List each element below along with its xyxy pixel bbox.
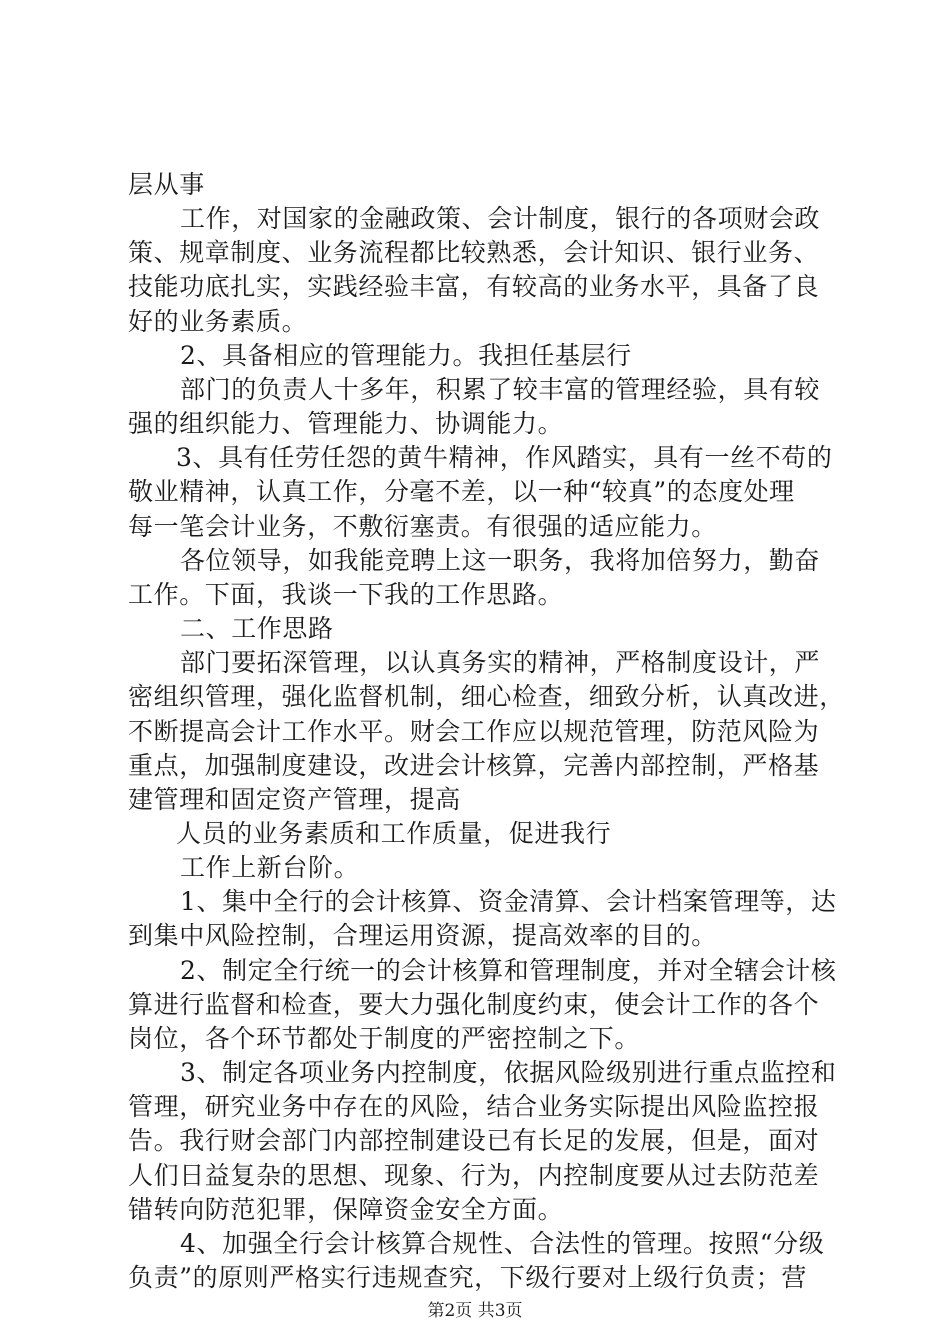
text-line: 告。我行财会部门内部控制建设已有长足的发展，但是，面对	[128, 1126, 820, 1155]
text-line: 人们日益复杂的思想、现象、行为，内控制度要从过去防范差	[128, 1161, 820, 1190]
text-line: 敬业精神，认真工作，分毫不差，以一种“较真”的态度处理	[128, 477, 795, 506]
text-line: 部门的负责人十多年，积累了较丰富的管理经验，具有较	[180, 375, 821, 404]
text-line: 部门要拓深管理，以认真务实的精神，严格制度设计，严	[180, 648, 821, 677]
text-line: 每一笔会计业务，不敷衍塞责。有很强的适应能力。	[128, 512, 717, 541]
text-line: 4、加强全行会计核算合规性、合法性的管理。按照“分级	[180, 1229, 825, 1258]
text-line: 工作上新台阶。	[180, 853, 360, 882]
text-line: 管理，研究业务中存在的风险，结合业务实际提出风险监控报	[128, 1092, 820, 1121]
text-line: 3、具有任劳任怨的黄牛精神，作风踏实，具有一丝不苟的	[176, 443, 833, 472]
text-line: 2、制定全行统一的会计核算和管理制度，并对全辖会计核	[180, 956, 837, 985]
text-line: 各位领导，如我能竞聘上这一职务，我将加倍努力，勤奋	[180, 546, 821, 575]
section-heading: 二、工作思路	[180, 614, 334, 643]
text-line: 1、集中全行的会计核算、资金清算、会计档案管理等，达	[180, 887, 837, 916]
text-line: 强的组织能力、管理能力、协调能力。	[128, 409, 564, 438]
text-line: 到集中风险控制，合理运用资源，提高效率的目的。	[128, 921, 717, 950]
text-line: 好的业务素质。	[128, 307, 308, 336]
text-line: 2、具备相应的管理能力。我担任基层行	[180, 341, 632, 370]
page-number-footer: 第2页 共3页	[427, 1301, 523, 1321]
text-line: 工作。下面，我谈一下我的工作思路。	[128, 580, 564, 609]
text-line: 3、制定各项业务内控制度，依据风险级别进行重点监控和	[180, 1058, 837, 1087]
text-line: 层从事	[128, 170, 205, 199]
text-line: 不断提高会计工作水平。财会工作应以规范管理，防范风险为	[128, 717, 820, 746]
text-line: 负责”的原则严格实行违规查究，下级行要对上级行负责；营	[128, 1263, 807, 1292]
text-line: 建管理和固定资产管理，提高	[128, 785, 461, 814]
text-line: 策、规章制度、业务流程都比较熟悉，会计知识、银行业务、	[128, 238, 820, 267]
text-line: 工作，对国家的金融政策、会计制度，银行的各项财会政	[180, 204, 821, 233]
text-line: 重点，加强制度建设，改进会计核算，完善内部控制，严格基	[128, 751, 820, 780]
text-line: 错转向防范犯罪，保障资金安全方面。	[128, 1195, 564, 1224]
text-line: 算进行监督和检查，要大力强化制度约束，使会计工作的各个	[128, 990, 820, 1019]
text-line: 密组织管理，强化监督机制，细心检查，细致分析，认真改进，	[128, 682, 845, 711]
text-line: 技能功底扎实，实践经验丰富，有较高的业务水平，具备了良	[128, 272, 820, 301]
text-line: 岗位，各个环节都处于制度的严密控制之下。	[128, 1024, 641, 1053]
text-line: 人员的业务素质和工作质量，促进我行	[176, 819, 612, 848]
